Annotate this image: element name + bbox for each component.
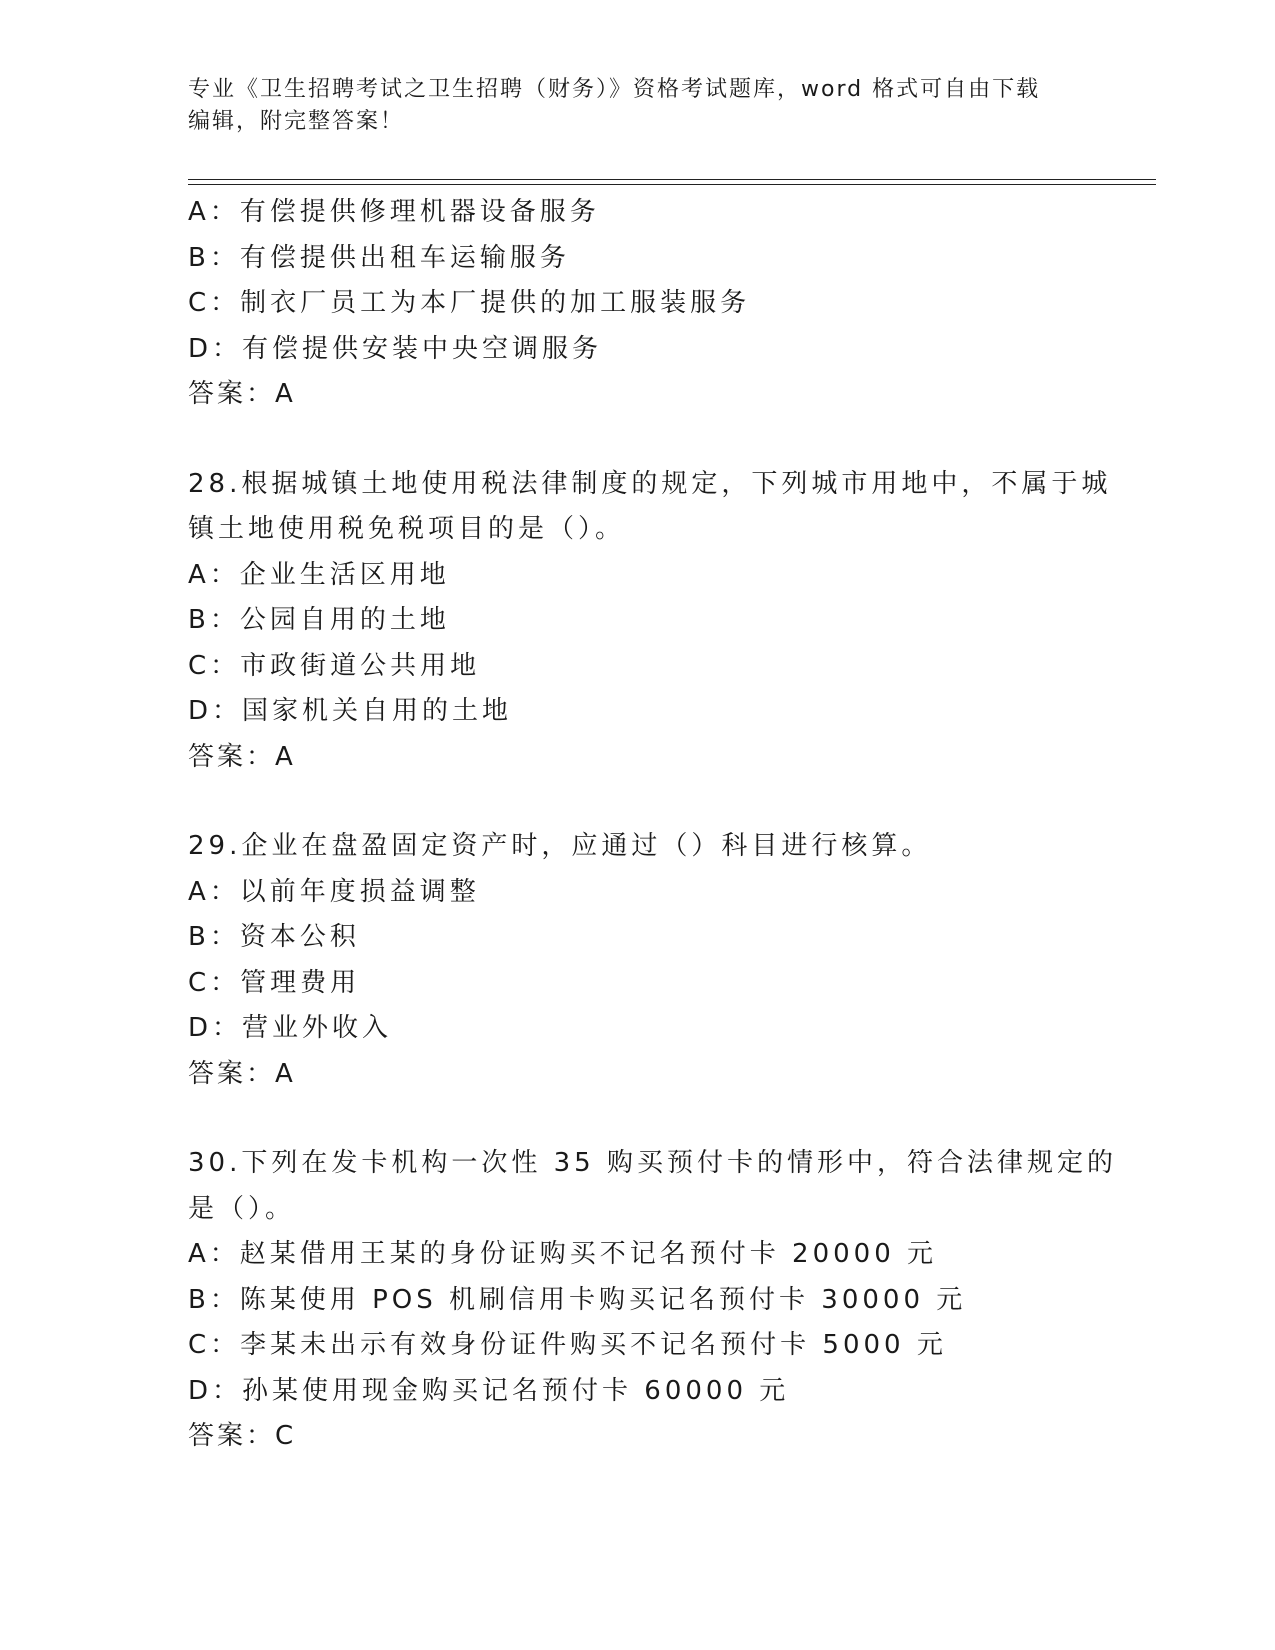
question-spacer (188, 1097, 1108, 1141)
question-spacer (188, 418, 1108, 462)
answer: 答案：A (188, 379, 296, 409)
question-stem-line-1: 28.根据城镇土地使用税法律制度的规定，下列城市用地中，不属于城 (188, 468, 1112, 499)
question-stem-line-1: 29.企业在盘盈固定资产时，应通过（）科目进行核算。 (188, 831, 932, 861)
answer: 答案：A (188, 1058, 296, 1089)
question-stem-line-1: 30.下列在发卡机构一次性 35 购买预付卡的情形中，符合法律规定的 (188, 1148, 1117, 1178)
option-c: C：制衣厂员工为本厂提供的加工服装服务 (188, 288, 751, 318)
option-b: B：有偿提供出租车运输服务 (188, 242, 570, 273)
question-spacer (188, 780, 1108, 824)
option-a: A：企业生活区用地 (188, 559, 450, 590)
option-c: C：市政街道公共用地 (188, 650, 481, 681)
header-divider-bottom (188, 184, 1156, 185)
option-a: A：以前年度损益调整 (188, 876, 480, 907)
option-b: B：资本公积 (188, 922, 360, 952)
answer: 答案：A (188, 741, 296, 772)
header-line-1: 专业《卫生招聘考试之卫生招聘（财务）》资格考试题库，word 格式可自由下载 (188, 77, 1041, 102)
option-d: D：营业外收入 (188, 1013, 393, 1043)
question-stem-line-2: 镇土地使用税免税项目的是（）。 (188, 514, 626, 544)
option-a: A：有偿提供修理机器设备服务 (188, 197, 600, 227)
question-27 (188, 190, 1108, 418)
option-d: D：有偿提供安装中央空调服务 (188, 333, 603, 364)
option-c: C：管理费用 (188, 967, 361, 998)
option-c: C：李某未出示有效身份证件购买不记名预付卡 5000 元 (188, 1330, 947, 1360)
question-stem-line-2: 是（）。 (188, 1193, 296, 1224)
option-d: D：国家机关自用的土地 (188, 696, 513, 726)
option-b: B：公园自用的土地 (188, 605, 450, 635)
question-29 (188, 824, 1108, 1097)
document-header (188, 74, 1068, 138)
answer: 答案：C (188, 1421, 297, 1451)
question-list (188, 190, 1117, 1460)
question-30 (188, 1141, 1117, 1460)
option-d: D：孙某使用现金购买记名预付卡 60000 元 (188, 1375, 790, 1406)
option-a: A：赵某借用王某的身份证购买不记名预付卡 20000 元 (188, 1239, 938, 1269)
option-b: B：陈某使用 POS 机刷信用卡购买记名预付卡 30000 元 (188, 1284, 967, 1315)
question-28 (188, 462, 1112, 781)
header-line-2: 编辑，附完整答案！ (188, 109, 405, 134)
header-divider-top (188, 179, 1156, 180)
